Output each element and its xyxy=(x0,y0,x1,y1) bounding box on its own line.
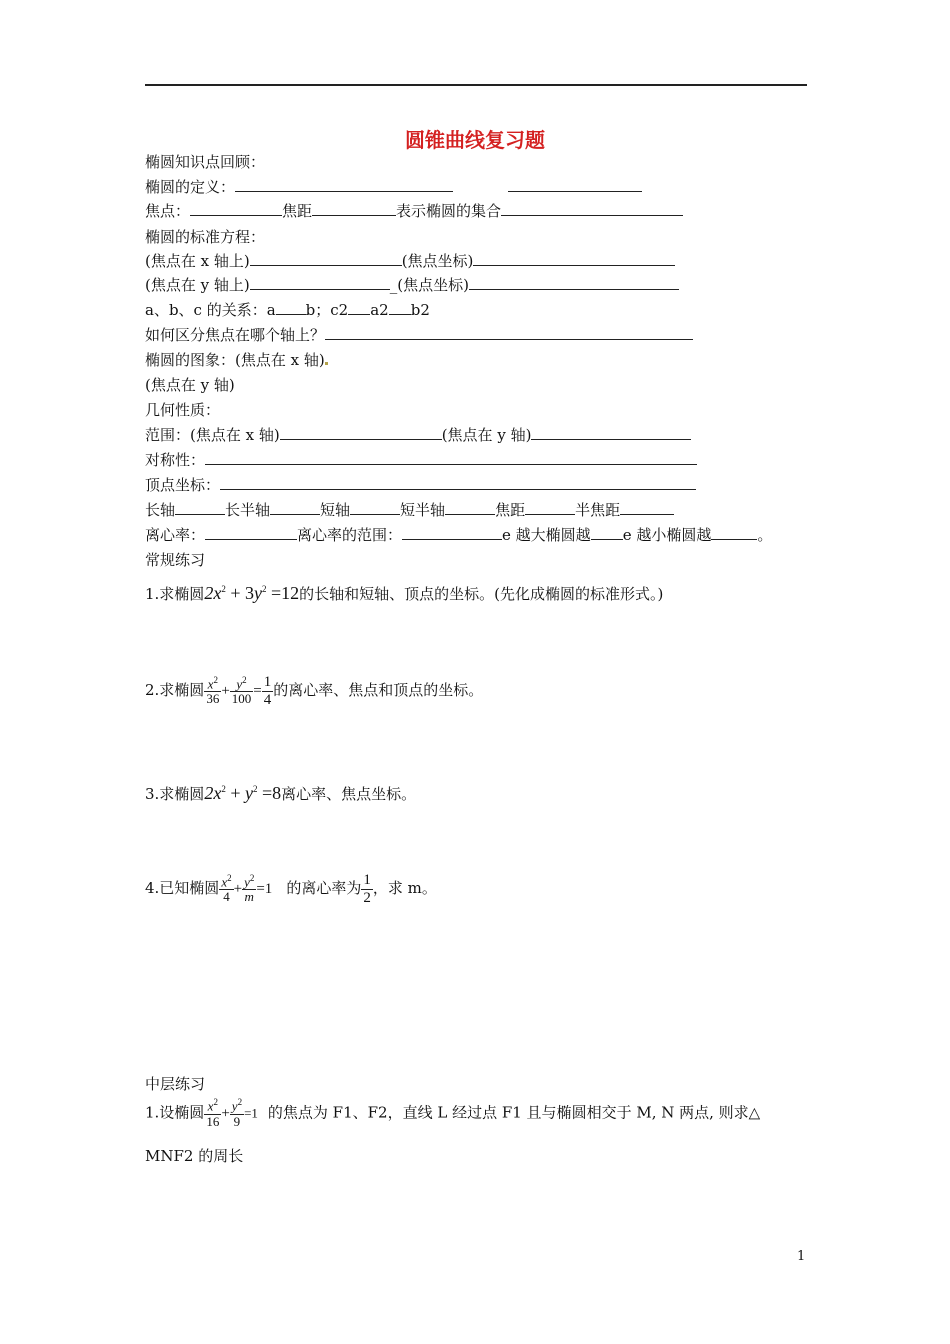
answer-blank xyxy=(620,500,674,515)
answer-blank xyxy=(501,201,683,216)
answer-blank xyxy=(525,500,575,515)
answer-blank xyxy=(508,177,642,192)
middle-heading: 中层练习 xyxy=(145,1075,206,1093)
fraction: $\frac{y^2}{9}$ xyxy=(231,1097,243,1129)
focus-x-line: (焦点在 x 轴上) (焦点坐标) xyxy=(145,251,675,271)
answer-blank xyxy=(711,525,757,540)
definition-line: 椭圆的定义： xyxy=(145,177,642,197)
vertex-line: 顶点坐标： xyxy=(145,475,696,495)
equation: $2x^2 + 3y^2 =12$ xyxy=(204,583,300,603)
range-line: 范围：(焦点在 x 轴) (焦点在 y 轴) xyxy=(145,425,691,445)
answer-blank xyxy=(445,500,495,515)
fraction: $\frac{x^2}{4}$ xyxy=(221,872,232,905)
answer-blank xyxy=(389,300,411,315)
answer-blank xyxy=(250,251,402,266)
answer-blank xyxy=(235,177,453,192)
answer-blank xyxy=(402,525,502,540)
basic-question-4: 4.已知椭圆 $\frac{x^2}{4}$ + $\frac{y^2}{m}$ =1 的离心率为 $\frac{1}{2}$ ，求 m。 xyxy=(145,872,437,906)
answer-blank xyxy=(175,500,225,515)
abc-relation-line: a、b、c 的关系：a b；c2 a2 b2 xyxy=(145,301,430,319)
basic-question-2: 2.求椭圆 $\frac{x^2}{36}$ + $\frac{y^2}{100}$ = $\frac{1}{4}$ 的离心率、焦点和顶点的坐标。 xyxy=(145,674,484,708)
which-axis-line: 如何区分焦点在哪个轴上？ xyxy=(145,325,693,345)
header-rule xyxy=(145,84,807,86)
fraction: $\frac{1}{2}$ xyxy=(363,872,371,906)
fraction: $\frac{x^2}{36}$ xyxy=(206,674,220,707)
answer-blank xyxy=(250,275,390,290)
eccentricity-line: 离心率： 离心率的范围： e 越大椭圆越 e 越小椭圆越 。 xyxy=(145,526,773,544)
axes-line: 长轴 长半轴 短轴 短半轴 焦距 半焦距 xyxy=(145,500,674,520)
answer-blank xyxy=(205,450,697,465)
middle-question-1: 1.设椭圆 $\frac{x^2}{16}$ + $\frac{y^2}{9}$ =1 的焦点为 F1、F2，直线 L 经过点 F1 且与椭圆相交于 M, N 两点, 则求△ xyxy=(145,1097,761,1129)
page-title: 圆锥曲线复习题 xyxy=(405,128,545,152)
answer-blank xyxy=(276,300,306,315)
answer-blank xyxy=(348,300,370,315)
answer-blank xyxy=(473,251,675,266)
graph-y-line: (焦点在 y 轴) xyxy=(145,376,235,394)
page-number: 1 xyxy=(797,1249,806,1264)
answer-blank xyxy=(270,500,320,515)
fraction: $\frac{x^2}{16}$ xyxy=(206,1097,220,1129)
middle-question-1-continued: MNF2 的周长 xyxy=(145,1147,244,1165)
basic-question-1: 1.求椭圆$2x^2 + 3y^2 =12$的长轴和短轴、顶点的坐标。(先化成椭圆的标准形式。) xyxy=(145,583,664,603)
answer-blank xyxy=(325,325,693,340)
answer-blank xyxy=(591,525,623,540)
fraction: $\frac{1}{4}$ xyxy=(263,674,272,708)
answer-blank xyxy=(531,425,691,440)
speck xyxy=(325,362,328,365)
answer-blank xyxy=(469,275,679,290)
standard-eq-label: 椭圆的标准方程： xyxy=(145,228,266,246)
basic-heading: 常规练习 xyxy=(145,551,206,569)
basic-question-3: 3.求椭圆$2x^2 + y^2 =8$离心率、焦点坐标。 xyxy=(145,783,417,803)
fraction: $\frac{y^2}{m}$ xyxy=(244,872,255,905)
geometry-heading: 几何性质： xyxy=(145,401,221,419)
answer-blank xyxy=(350,500,400,515)
symmetry-line: 对称性： xyxy=(145,450,697,470)
equation: $2x^2 + y^2 =8$ xyxy=(204,783,282,803)
answer-blank xyxy=(220,475,696,490)
fraction: $\frac{y^2}{100}$ xyxy=(231,674,252,707)
graph-x-line: 椭圆的图象：(焦点在 x 轴) xyxy=(145,350,328,370)
answer-blank xyxy=(280,425,442,440)
review-heading: 椭圆知识点回顾： xyxy=(145,153,266,171)
answer-blank xyxy=(205,525,297,540)
focus-line: 焦点： 焦距 表示椭圆的集合 xyxy=(145,201,683,221)
answer-blank xyxy=(312,201,396,216)
focus-y-line: (焦点在 y 轴上) _(焦点坐标) xyxy=(145,275,679,295)
answer-blank xyxy=(190,201,282,216)
